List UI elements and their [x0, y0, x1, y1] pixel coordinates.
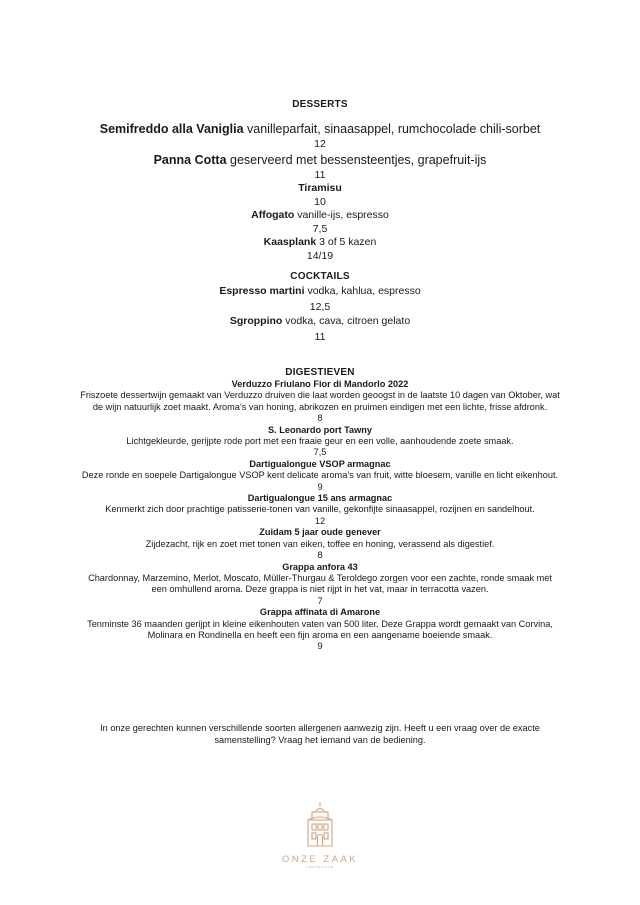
digestief-item	[80, 493, 560, 527]
dessert-desc: vanille-ijs, espresso	[297, 209, 389, 221]
digestief-desc: Friszoete dessertwijn gemaakt van Verduzzo druiven die laat worden geoogst in de laatste 10 dagen van Oktober, wat de wijn natuurlijk zoet maakt. Aroma’s van honing, abrikozen en pruimen eindigen met een lichte, frisse afdronk.	[80, 390, 560, 412]
cocktail-item-2	[0, 315, 640, 329]
digestief-price: 8	[317, 550, 323, 561]
dessert-name: Kaasplank	[263, 236, 317, 248]
dessert-name: Tiramisu	[298, 182, 342, 194]
dessert-desc: geserveerd met bessensteentjes, grapefruit-ijs	[230, 152, 487, 167]
cocktails-section	[0, 271, 640, 344]
dessert-price: 7,5	[312, 222, 328, 235]
digestieven-title: DIGESTIEVEN	[285, 367, 355, 378]
dessert-price: 12	[314, 138, 326, 150]
digestieven-section	[80, 367, 560, 653]
desserts-title: DESSERTS	[292, 99, 348, 110]
allergen-note: In onze gerechten kunnen verschillende soorten allergenen aanwezig zijn. Heeft u een vraag over de exacte samenstelling? Vraag het iemand van de bediening.	[100, 723, 540, 745]
digestief-item	[80, 425, 560, 459]
logo-sub: AMSTERDAM	[305, 865, 335, 869]
dessert-item-4	[0, 209, 640, 223]
digestief-desc: Chardonnay, Marzemino, Merlot, Moscato, Müller-Thurgau & Teroldego zorgen voor een zachte, ronde smaak met een omhullend aroma. Deze grappa is niet rijpt in het vat, maar in terracotta vazen.	[88, 572, 552, 595]
building-logo-icon	[300, 800, 340, 848]
cocktail-name: Sgroppino	[229, 315, 283, 327]
digestief-name: Grappa affinata di Amarone	[259, 607, 381, 618]
digestief-price: 8	[317, 413, 323, 424]
digestief-name: Grappa anfora 43	[282, 561, 358, 572]
digestief-name: Verduzzo Friulano Fior di Mandorlo 2022	[231, 379, 409, 389]
dessert-price: 14/19	[306, 249, 334, 262]
digestief-name: Dartigualongue 15 ans armagnac	[247, 493, 393, 504]
dessert-item-5	[0, 236, 640, 250]
dessert-desc: vanilleparfait, sinaasappel, rumchocolade chili-sorbet	[247, 122, 541, 136]
digestief-price: 7	[317, 595, 323, 606]
dessert-desc: 3 of 5 kazen	[319, 236, 377, 248]
dessert-price: 11	[314, 168, 326, 181]
cocktail-price: 12,5	[309, 300, 331, 313]
logo-name: ONZE ZAAK	[281, 854, 359, 865]
digestief-item	[80, 379, 560, 425]
digestief-desc: Kenmerkt zich door prachtige patisserie-tonen van vanille, gekonfijte sinaasappel, rozijnen en sandelhout.	[105, 504, 535, 515]
digestief-desc: Zijdezacht, rijk en zoet met tonen van eiken, toffee en honing, verassend als digestief.	[145, 538, 495, 549]
cocktails-title: COCKTAILS	[290, 271, 350, 282]
digestief-price: 7,5	[313, 447, 327, 458]
digestief-price: 12	[314, 515, 326, 526]
digestief-item	[80, 459, 560, 493]
cocktail-desc: vodka, cava, citroen gelato	[285, 315, 411, 327]
cocktail-desc: vodka, kahlua, espresso	[307, 285, 421, 297]
digestief-desc: Deze ronde en soepele Dartigalongue VSOP kent delicate aroma’s van fruit, witte bloesem, vanille en licht eikenhout.	[81, 470, 559, 481]
dessert-name: Affogato	[251, 209, 295, 221]
cocktail-item-1	[0, 285, 640, 299]
logo	[270, 800, 370, 869]
digestief-name: Zuidam 5 jaar oude genever	[259, 527, 381, 538]
dessert-name: Panna Cotta	[153, 152, 227, 167]
cocktail-name: Espresso martini	[219, 285, 305, 297]
digestief-price: 9	[317, 481, 323, 492]
digestief-desc: Lichtgekleurde, gerijpte rode port met een fraaie geur en een volle, aanhoudende zoete smaak.	[126, 436, 514, 447]
digestief-price: 9	[317, 641, 323, 652]
digestief-item	[80, 527, 560, 561]
digestief-desc: Tenminste 36 maanden gerijpt in kleine eikenhouten vaten van 500 liter. Deze Grappa wordt gemaakt van Corvina, Molinara en Rondinella en heeft een fijn aroma en een aangename boeiende smaak.	[87, 618, 553, 640]
digestief-name: S. Leonardo port Tawny	[268, 424, 372, 435]
dessert-name: Semifreddo alla Vaniglia	[99, 122, 244, 136]
digestief-name: Dartigualongue VSOP armagnac	[249, 458, 391, 469]
dessert-item-3	[0, 182, 640, 196]
dessert-price: 10	[314, 195, 326, 208]
cocktail-price: 11	[314, 330, 326, 343]
digestief-item	[80, 607, 560, 653]
dessert-item-1	[0, 122, 640, 136]
digestief-item	[80, 562, 560, 608]
desserts-section	[0, 99, 640, 263]
dessert-item-2	[0, 153, 640, 167]
